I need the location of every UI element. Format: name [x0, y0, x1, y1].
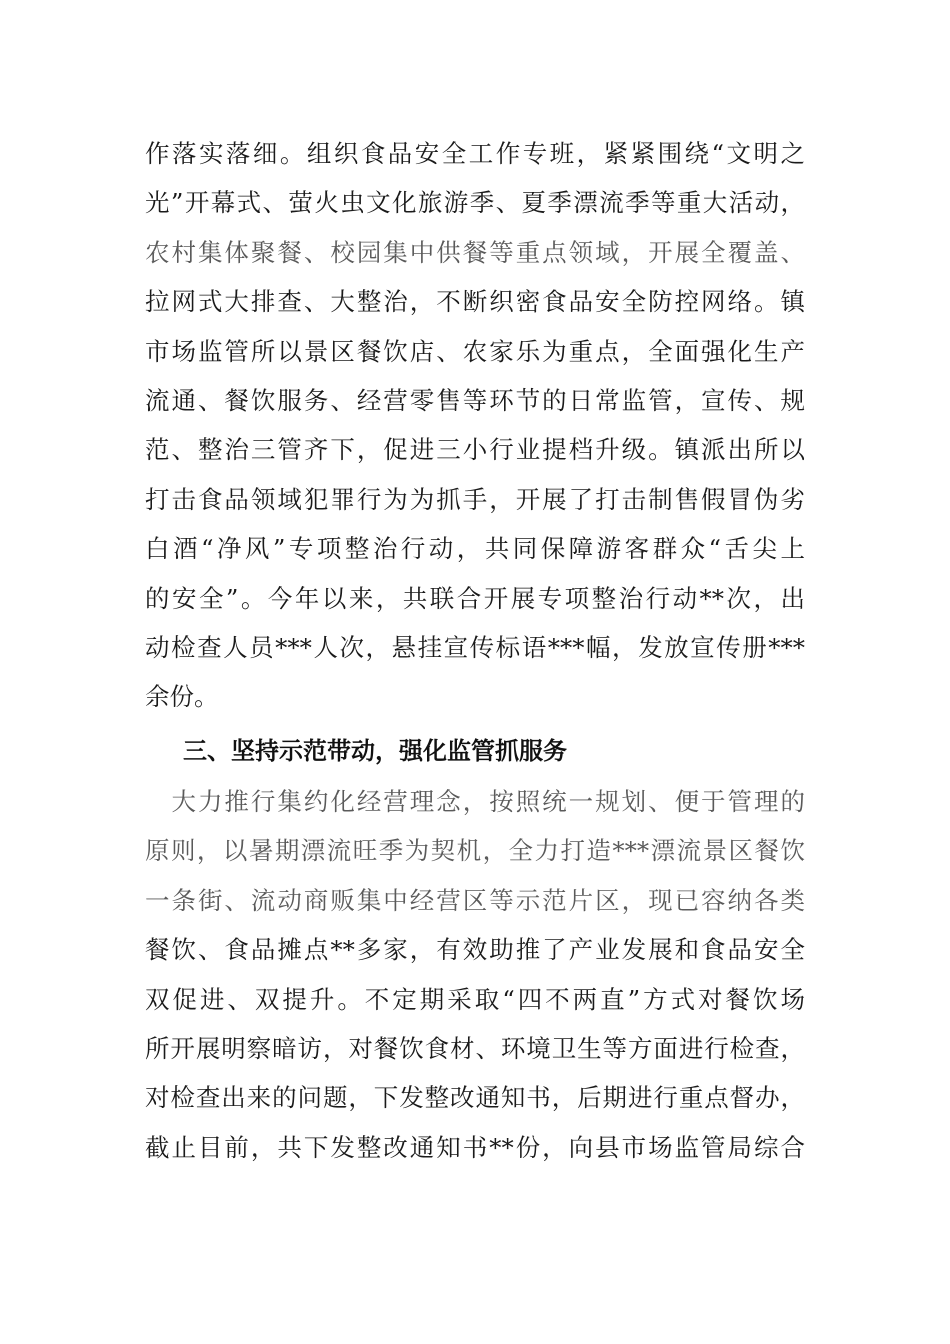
paragraph-line: 白酒“净风”专项整治行动，共同保障游客群众“舌尖上: [145, 534, 805, 564]
paragraph-line: 范、整治三管齐下，促进三小行业提档升级。镇派出所以: [145, 435, 805, 465]
paragraph-line: 动检查人员***人次，悬挂宣传标语***幅，发放宣传册***: [145, 632, 805, 662]
paragraph-line: 作落实落细。组织食品安全工作专班，紧紧围绕“文明之: [145, 139, 805, 168]
paragraph-line: 拉网式大排查、大整治，不断织密食品安全防控网络。镇: [145, 287, 805, 317]
paragraph-line: 对检查出来的问题，下发整改通知书，后期进行重点督办，: [145, 1083, 805, 1113]
paragraph-line: 所开展明察暗访，对餐饮食材、环境卫生等方面进行检查，: [145, 1033, 805, 1063]
paragraph-food-safety-actions: [145, 129, 805, 722]
paragraph-line: 打击食品领域犯罪行为为抓手，开展了打击制售假冒伪劣: [145, 484, 805, 514]
section-heading: 三、坚持示范带动，强化监管抓服务: [183, 737, 567, 765]
paragraph-line: 市场监管所以景区餐饮店、农家乐为重点，全面强化生产: [145, 336, 805, 366]
paragraph-line: 截止目前，共下发整改通知书**份，向县市场监管局综合: [145, 1132, 805, 1162]
paragraph-line: 流通、餐饮服务、经营零售等环节的日常监管，宣传、规: [145, 385, 805, 415]
paragraph-line: 大力推行集约化经营理念，按照统一规划、便于管理的: [145, 787, 805, 816]
paragraph-line: 餐饮、食品摊点**多家，有效助推了产业发展和食品安全: [145, 935, 805, 965]
paragraph-demonstration-zones: [145, 777, 805, 1172]
paragraph-line: 一条街、流动商贩集中经营区等示范片区，现已容纳各类: [145, 885, 805, 915]
paragraph-line: 光”开幕式、萤火虫文化旅游季、夏季漂流季等重大活动，: [145, 188, 805, 218]
paragraph-line: 双促进、双提升。不定期采取“四不两直”方式对餐饮场: [145, 984, 805, 1014]
paragraph-line: 农村集体聚餐、校园集中供餐等重点领域，开展全覆盖、: [145, 237, 805, 267]
paragraph-line: 余份。: [145, 682, 219, 712]
paragraph-line: 原则，以暑期漂流旺季为契机，全力打造***漂流景区餐饮: [145, 836, 805, 866]
paragraph-line: 的安全”。今年以来，共联合开展专项整治行动**次，出: [145, 583, 805, 613]
